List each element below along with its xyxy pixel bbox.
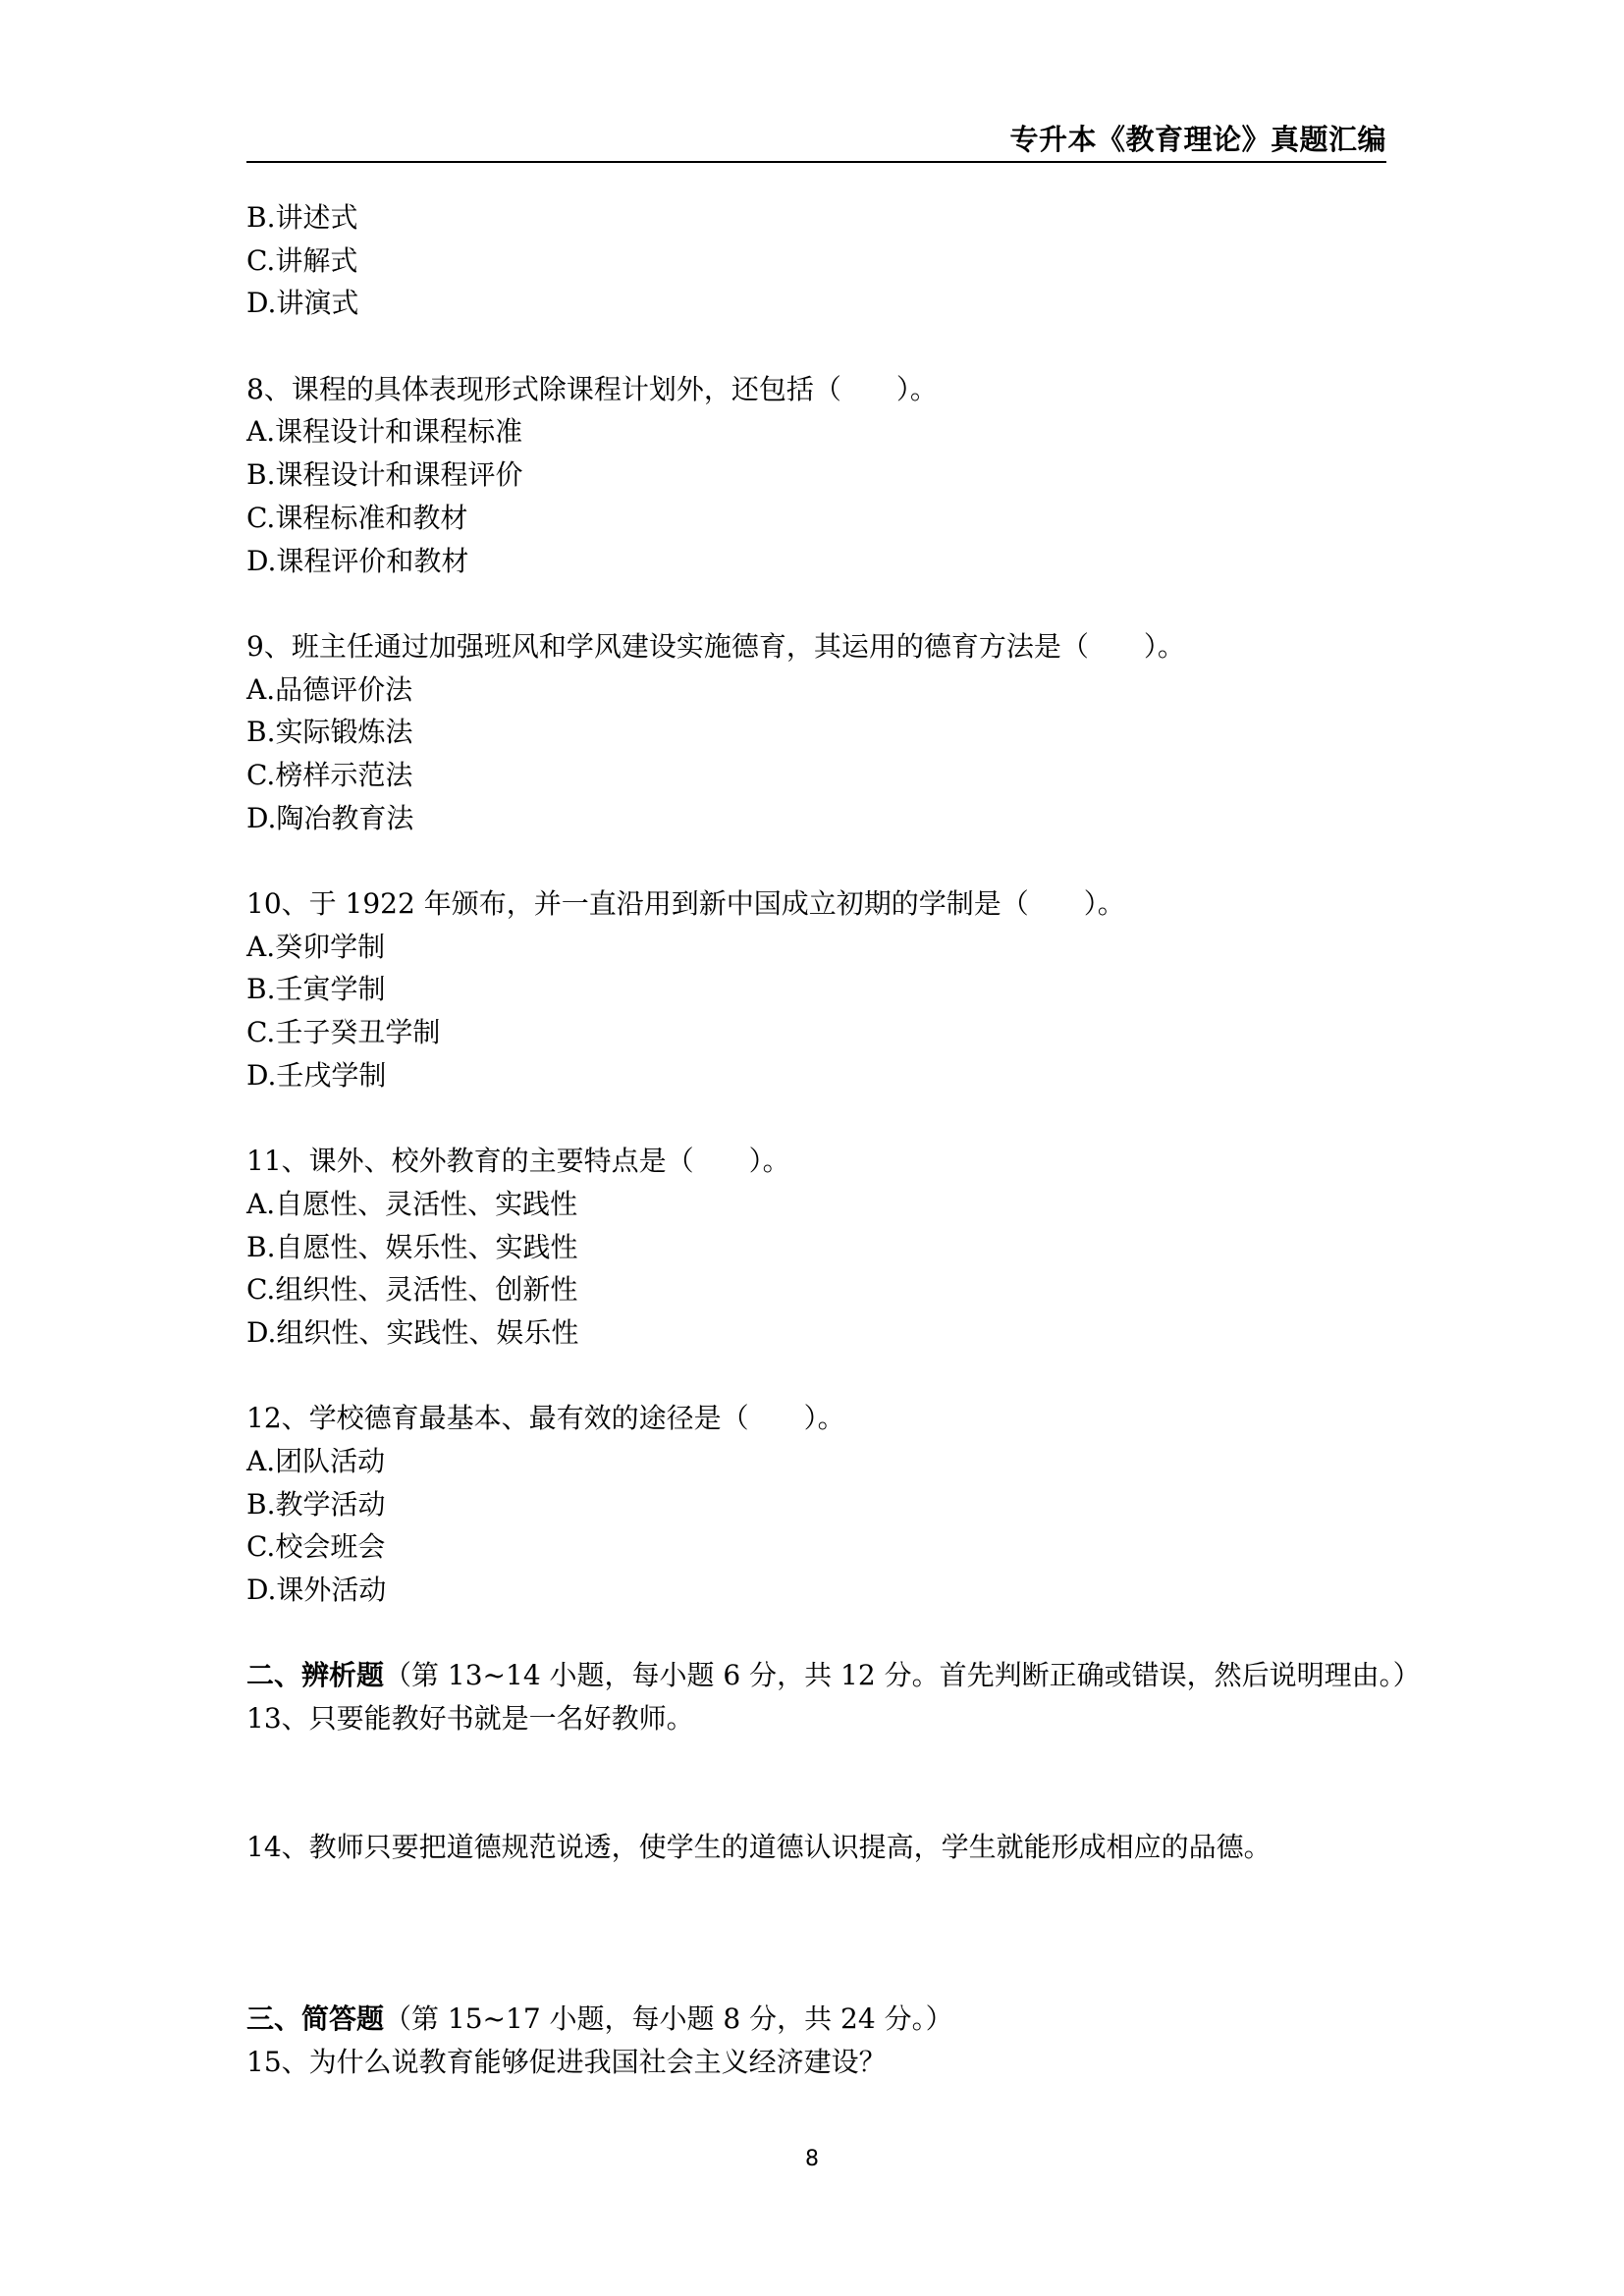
option-d: D.讲演式 [246, 287, 359, 320]
spacer [246, 1355, 1386, 1398]
spacer [246, 1096, 1386, 1140]
page-content [246, 196, 1421, 2083]
question-10 [246, 882, 1386, 1096]
page-number: 8 [805, 2147, 819, 2171]
option-c: C.组织性、灵活性、创新性 [246, 1273, 578, 1307]
option-c: C.壬子癸丑学制 [246, 1016, 441, 1049]
option-d: D.壬戌学制 [246, 1058, 387, 1092]
section-2-heading [246, 1654, 1421, 1697]
question-13-stem: 13、只要能教好书就是一名好教师。 [246, 1702, 694, 1735]
option-b: B.自愿性、娱乐性、实践性 [246, 1230, 578, 1263]
spacer [246, 325, 1386, 368]
option-b: B.课程设计和课程评价 [246, 458, 523, 492]
question-stem: 12、学校德育最基本、最有效的途径是（ ）。 [246, 1402, 845, 1435]
page-header [246, 116, 1386, 163]
answer-space [246, 1740, 1386, 1826]
option-a: A.课程设计和课程标准 [246, 415, 523, 449]
option-d: D.课外活动 [246, 1574, 387, 1606]
question-stem: 8、课程的具体表现形式除课程计划外，还包括（ ）。 [246, 372, 938, 405]
question-12 [246, 1397, 1386, 1611]
question-14-stem: 14、教师只要把道德规范说透，使学生的道德认识提高，学生就能形成相应的品德。 [246, 1831, 1272, 1864]
option-b: B.壬寅学制 [246, 973, 386, 1006]
section-2-title: 二、辨析题 [246, 1659, 385, 1692]
section-3-title: 三、简答题 [246, 2002, 385, 2035]
option-a: A.癸卯学制 [246, 930, 386, 963]
option-b: B.讲述式 [246, 201, 358, 234]
answer-space [246, 1954, 1386, 1998]
spacer [246, 582, 1386, 625]
option-c: C.榜样示范法 [246, 758, 413, 791]
question-stem: 11、课外、校外教育的主要特点是（ ）。 [246, 1145, 790, 1178]
option-d: D.课程评价和教材 [246, 544, 469, 577]
option-b: B.教学活动 [246, 1487, 386, 1521]
section-2-note: （第 13~14 小题，每小题 6 分，共 12 分。首先判断正确或错误，然后说明理由。） [384, 1659, 1421, 1692]
section-3-note: （第 15~17 小题，每小题 8 分，共 24 分。） [384, 2002, 953, 2035]
option-a: A.自愿性、灵活性、实践性 [246, 1187, 578, 1220]
answer-space [246, 1869, 1386, 1954]
option-c: C.讲解式 [246, 243, 358, 277]
spacer [246, 839, 1386, 882]
question-8 [246, 368, 1386, 582]
option-d: D.组织性、实践性、娱乐性 [246, 1315, 579, 1349]
option-b: B.实际锻炼法 [246, 716, 413, 749]
question-stem: 9、班主任通过加强班风和学风建设实施德育，其运用的德育方法是（ ）。 [246, 629, 1185, 663]
question-stem: 10、于 1922 年颁布，并一直沿用到新中国成立初期的学制是（ ）。 [246, 887, 1125, 920]
spacer [246, 1612, 1386, 1655]
option-c: C.课程标准和教材 [246, 501, 468, 534]
option-a: A.品德评价法 [246, 672, 413, 706]
option-d: D.陶冶教育法 [246, 801, 414, 834]
question-9 [246, 625, 1386, 839]
question-15-stem: 15、为什么说教育能够促进我国社会主义经济建设？ [246, 2045, 887, 2078]
option-c: C.校会班会 [246, 1530, 386, 1564]
option-a: A.团队活动 [246, 1444, 386, 1477]
question-11 [246, 1140, 1386, 1354]
question-7-options [246, 196, 1386, 325]
section-3-heading [246, 1998, 1386, 2041]
header-title: 专升本《教育理论》真题汇编 [1009, 123, 1386, 156]
